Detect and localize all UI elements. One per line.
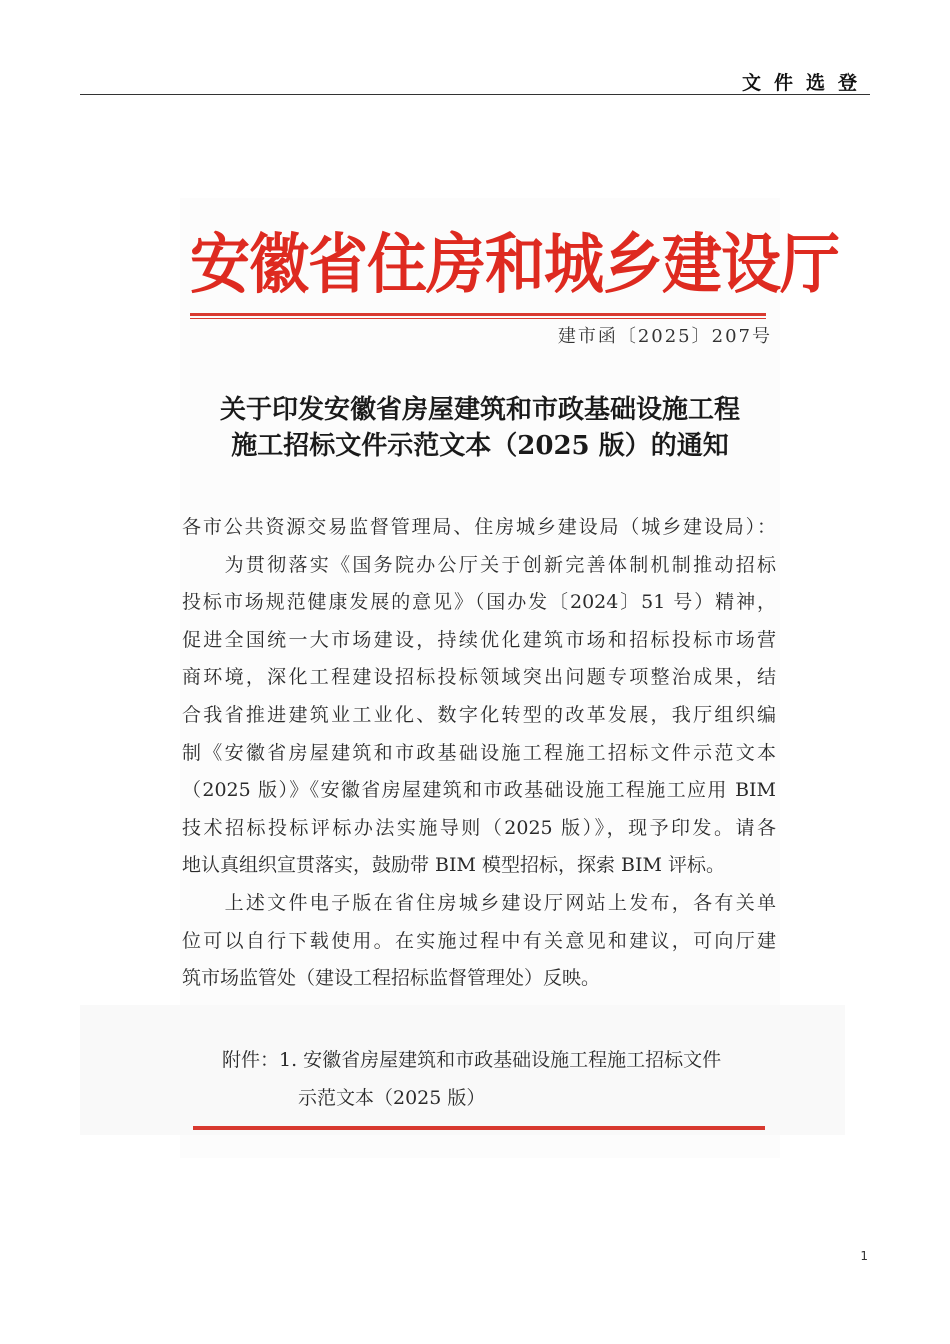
letterhead-red-rule <box>190 313 766 316</box>
body-line: 地认真组织宣贯落实，鼓励带 BIM 模型招标，探索 BIM 评标。 <box>182 854 726 877</box>
section-label: 文件选登 <box>741 72 870 94</box>
notice-body <box>182 509 776 998</box>
body-line: 为贯彻落实《国务院办公厅关于创新完善体制机制推动招标 <box>182 553 776 576</box>
body-line: 各市公共资源交易监督管理局、住房城乡建设局（城乡建设局）： <box>182 516 776 538</box>
header-divider <box>80 94 870 95</box>
body-line: （2025 版）》《安徽省房屋建筑和市政基础设施工程施工应用 BIM <box>182 779 776 802</box>
bottom-red-rule <box>193 1126 765 1130</box>
notice-title-line: 关于印发安徽省房屋建筑和市政基础设施工程 <box>219 395 740 425</box>
body-line: 商环境，深化工程建设招标投标领域突出问题专项整治成果，结 <box>182 666 776 689</box>
page-number: 1 <box>860 1249 868 1263</box>
body-line: 位可以自行下载使用。在实施过程中有关意见和建议，可向厅建 <box>182 929 776 952</box>
body-line: 合我省推进建筑业工业化、数字化转型的改革发展，我厅组织编 <box>182 703 776 726</box>
body-line: 促进全国统一大市场建设，持续优化建筑市场和招标投标市场营 <box>182 628 776 651</box>
attachment-line: 示范文本（2025 版） <box>298 1087 486 1109</box>
body-line: 投标市场规范健康发展的意见》（国办发〔2024〕51 号）精神， <box>182 591 776 614</box>
attachment-line: 附件：1. 安徽省房屋建筑和市政基础设施工程施工招标文件 <box>222 1049 722 1071</box>
notice-title-line: 施工招标文件示范文本（2025 版）的通知 <box>231 431 729 461</box>
body-line: 技术招标投标评标办法实施导则（2025 版）》，现予印发。请各 <box>182 816 776 839</box>
notice-title <box>180 392 780 464</box>
letterhead-red-rule-thin <box>190 318 766 319</box>
body-line: 筑市场监管处（建设工程招标监督管理处）反映。 <box>182 967 601 990</box>
document-number: 建市函〔2025〕207号 <box>557 326 772 347</box>
body-line: 制《安徽省房屋建筑和市政基础设施工程施工招标文件示范文本 <box>182 741 776 764</box>
letterhead-org-name: 安徽省住房和城乡建设厅 <box>190 227 839 303</box>
body-line: 上述文件电子版在省住房城乡建设厅网站上发布，各有关单 <box>182 891 776 914</box>
attachment-list <box>222 1041 721 1117</box>
